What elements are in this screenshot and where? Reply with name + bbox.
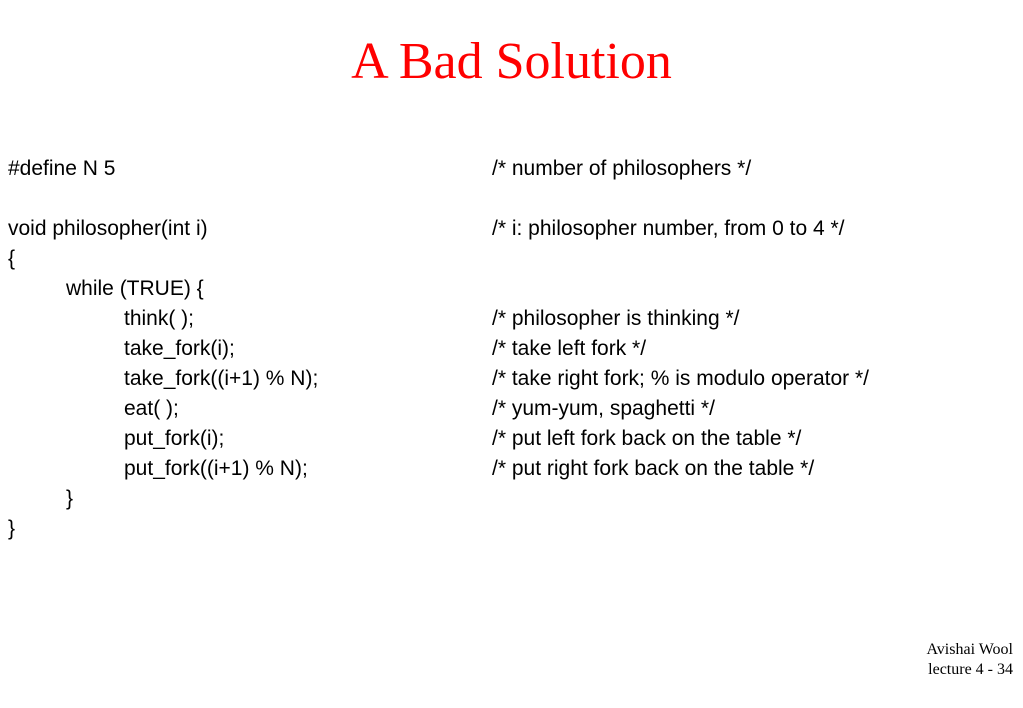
code-comment: /* i: philosopher number, from 0 to 4 */ xyxy=(492,217,845,240)
code-text: void philosopher(int i) xyxy=(8,217,208,240)
code-text: think( ); xyxy=(124,307,195,330)
code-text: #define N 5 xyxy=(8,157,116,180)
code-comment: /* number of philosophers */ xyxy=(492,157,752,180)
code-text: put_fork(i); xyxy=(124,427,225,450)
code-line xyxy=(8,274,1008,304)
slide-footer xyxy=(926,640,1013,680)
code-text: eat( ); xyxy=(124,397,179,420)
code-line xyxy=(8,394,1008,424)
code-line xyxy=(8,454,1008,484)
code-text: put_fork((i+1) % N); xyxy=(124,457,308,480)
code-comment: /* take right fork; % is modulo operator */ xyxy=(492,367,870,390)
code-text: while (TRUE) { xyxy=(66,277,204,300)
footer-lecture: lecture 4 - 34 xyxy=(928,661,1013,678)
code-line xyxy=(8,244,1008,274)
code-line xyxy=(8,154,1008,184)
code-comment: /* take left fork */ xyxy=(492,337,647,360)
code-comment: /* yum-yum, spaghetti */ xyxy=(492,397,715,420)
code-line-blank xyxy=(8,184,1008,214)
code-text: } xyxy=(66,487,74,510)
code-line xyxy=(8,424,1008,454)
code-text: } xyxy=(8,517,16,540)
code-line xyxy=(8,214,1008,244)
code-comment: /* philosopher is thinking */ xyxy=(492,307,740,330)
code-text: take_fork(i); xyxy=(124,337,235,360)
code-line xyxy=(8,364,1008,394)
code-comment: /* put right fork back on the table */ xyxy=(492,457,815,480)
footer-author: Avishai Wool xyxy=(926,641,1013,658)
code-line xyxy=(8,334,1008,364)
code-text: take_fork((i+1) % N); xyxy=(124,367,319,390)
code-comment: /* put left fork back on the table */ xyxy=(492,427,802,450)
code-listing xyxy=(8,154,1008,544)
code-line xyxy=(8,304,1008,334)
code-line xyxy=(8,484,1008,514)
code-line xyxy=(8,514,1008,544)
slide-title: A Bad Solution xyxy=(351,33,672,90)
code-text: { xyxy=(8,247,16,270)
